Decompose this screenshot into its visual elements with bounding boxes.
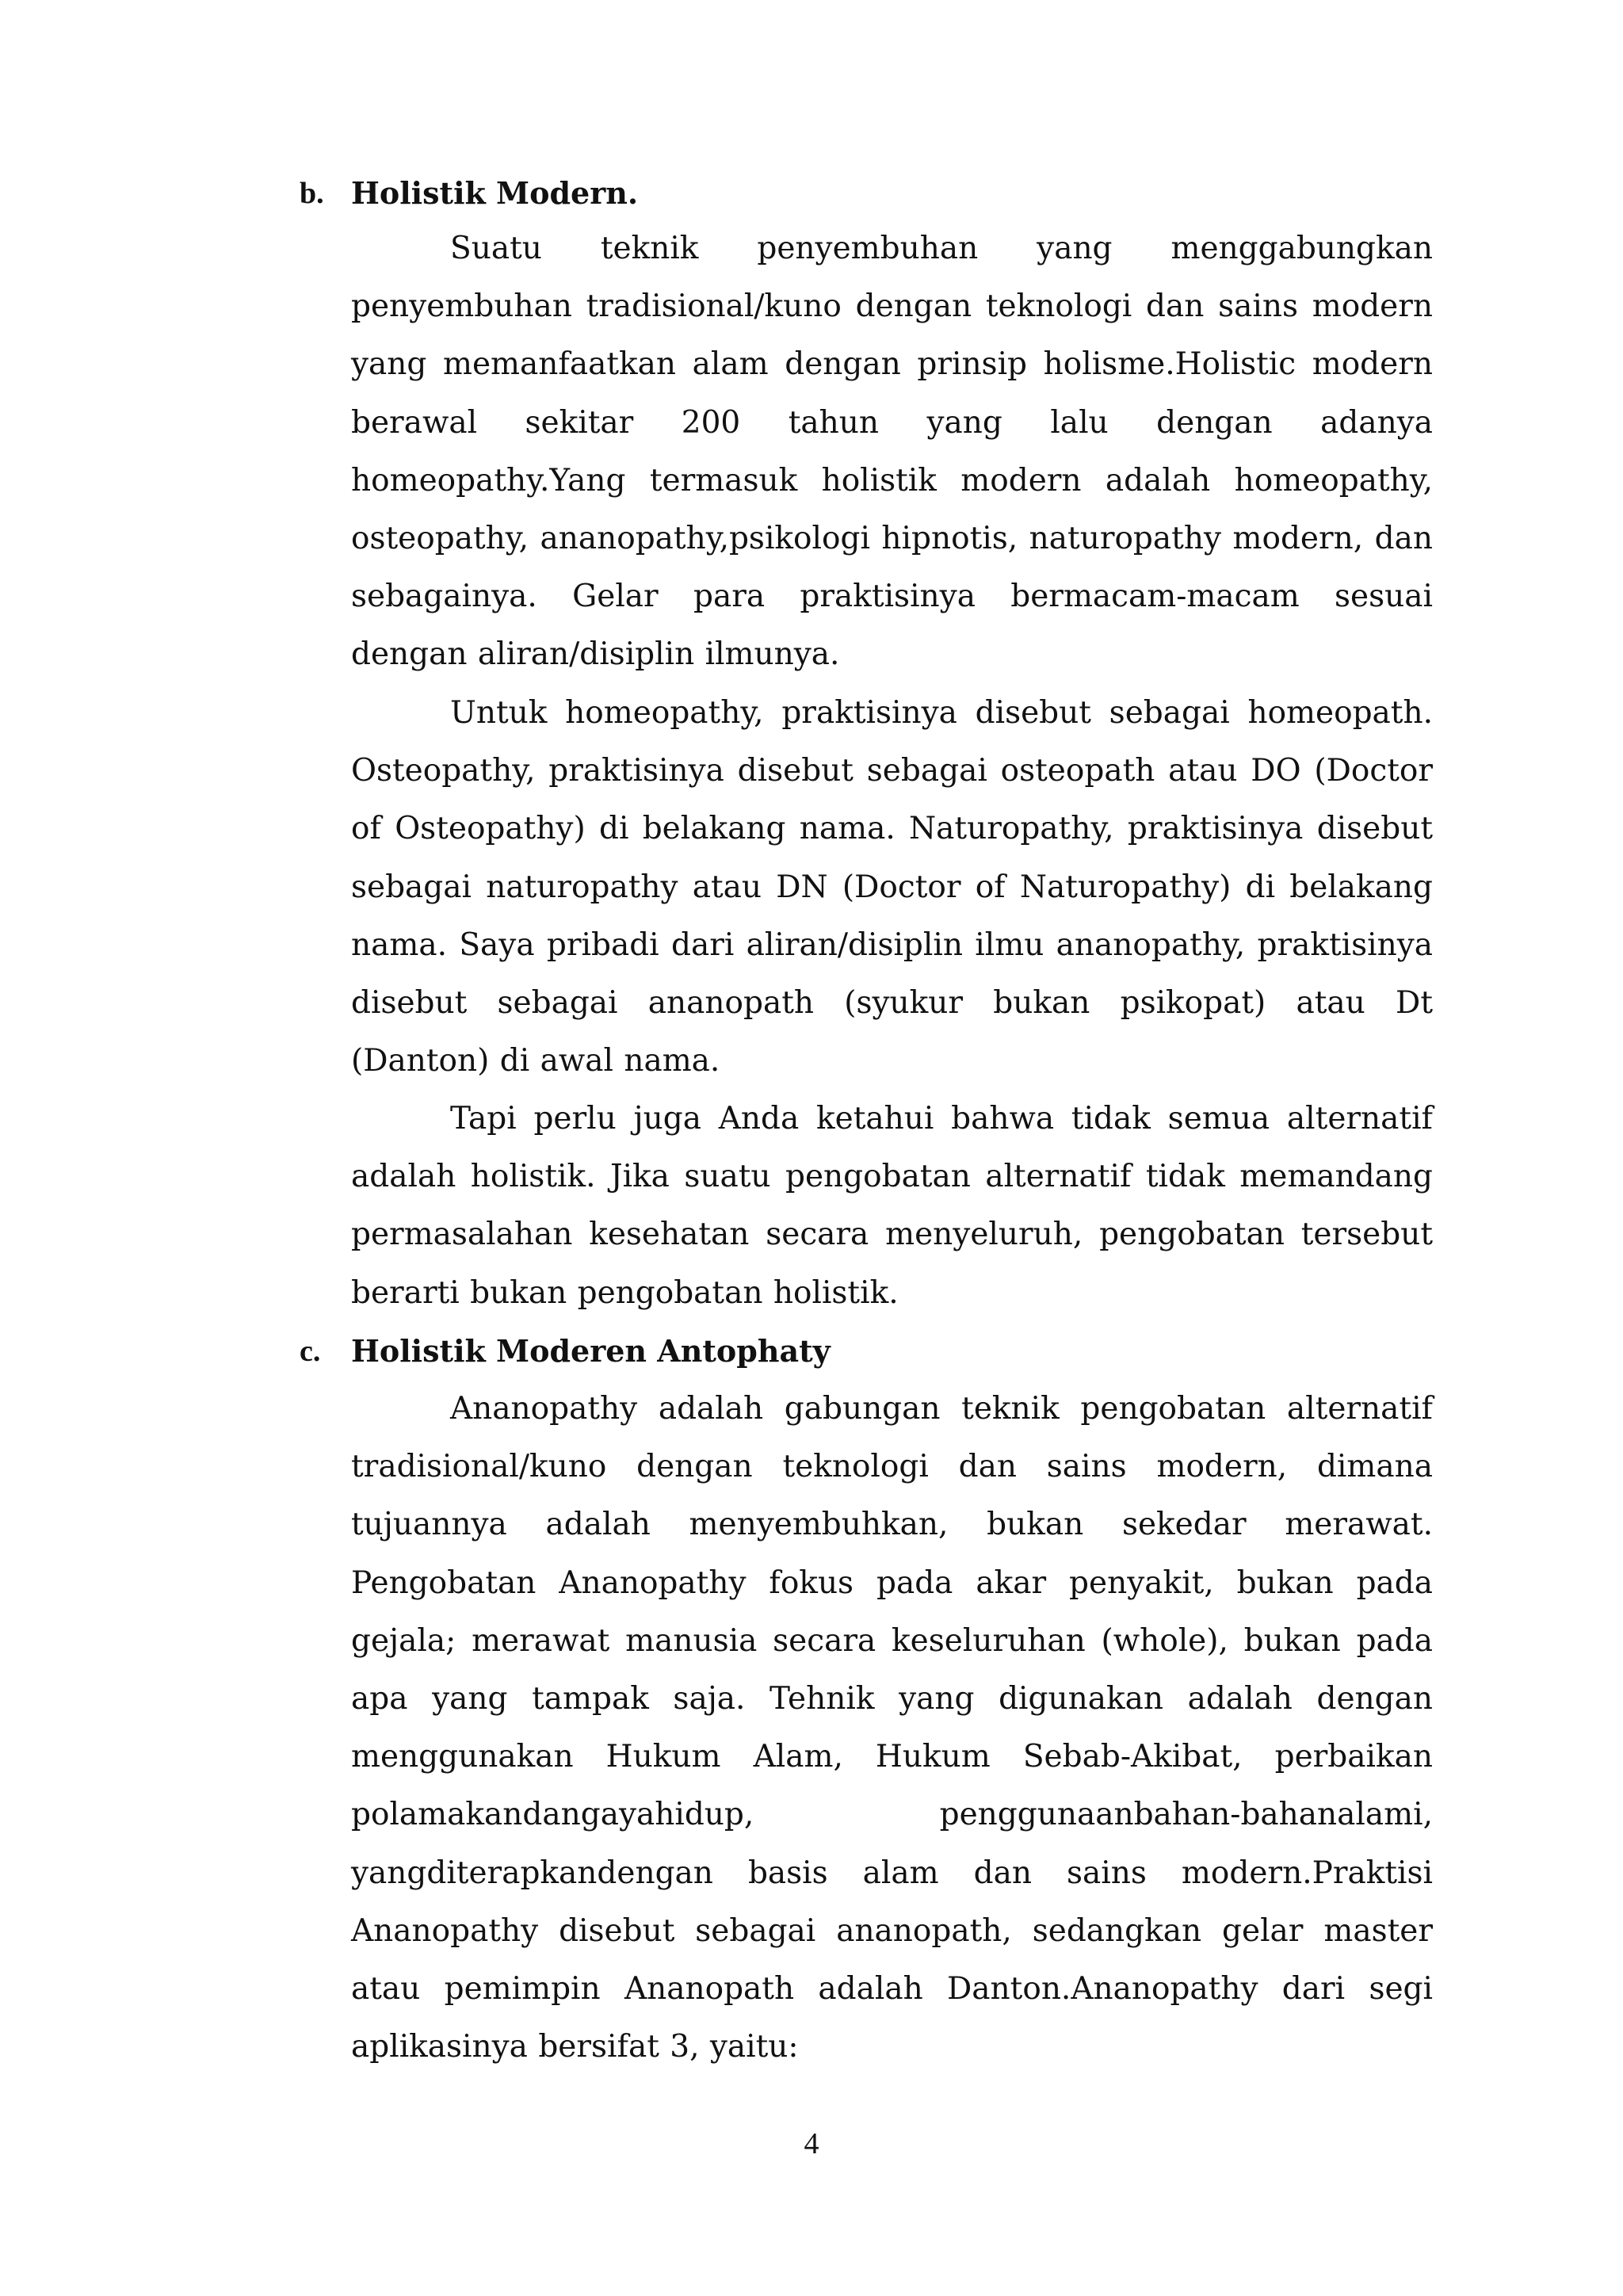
section-letter: b. [300, 177, 324, 210]
section-heading-c [300, 1322, 1433, 1381]
section-letter: c. [300, 1335, 321, 1368]
paragraph: Ananopathy adalah gabungan teknik pengobatan alternatif tradisional/kuno dengan teknologi dan sains modern, dimana tujuannya adalah menyembuhkan, bukan sekedar merawat. Pengobatan Ananopathy fokus pada akar penyakit, bukan pada gejala; merawat manusia secara keseluruhan (whole), bukan pada apa yang tampak saja. Tehnik yang digunakan adalah dengan menggunakan Hukum Alam, Hukum Sebab-Akibat, perbaikan polamakandangayahidup, penggunaanbahan-bahanalami, yangditerapkandengan basis alam dan sains modern.Praktisi Ananopathy disebut sebagai ananopath, sedangkan gelar master atau pemimpin Ananopath adalah Danton.Ananopathy dari segi aplikasinya bersifat 3, yaitu: [351, 1391, 1433, 2065]
page-number: 4 [804, 2127, 819, 2160]
section-title: Holistik Modern. [351, 175, 639, 211]
paragraph: Tapi perlu juga Anda ketahui bahwa tidak semua alternatif adalah holistik. Jika suatu pengobatan alternatif tidak memandang permasalahan kesehatan secara menyeluruh, pengobatan tersebut berarti bukan pengobatan holistik. [351, 1101, 1433, 1311]
paragraph: Untuk homeopathy, praktisinya disebut sebagai homeopath. Osteopathy, praktisinya disebut sebagai osteopath atau DO (Doctor of Osteopathy) di belakang nama. Naturopathy, praktisinya disebut sebagai naturopathy atau DN (Doctor of Naturopathy) di belakang nama. Saya pribadi dari aliran/disiplin ilmu ananopathy, praktisinya disebut sebagai ananopath (syukur bukan psikopat) atau Dt (Danton) di awal nama. [351, 695, 1433, 1079]
section-title: Holistik Moderen Antophaty [351, 1333, 831, 1369]
paragraph: Suatu teknik penyembuhan yang menggabungkan penyembuhan tradisional/kuno dengan teknologi dan sains modern yang memanfaatkan alam dengan prinsip holisme.Holistic modern berawal sekitar 200 tahun yang lalu dengan adanya homeopathy.Yang termasuk holistik modern adalah homeopathy, osteopathy, ananopathy,psikologi hipnotis, naturopathy modern, dan sebagainya. Gelar para praktisinya bermacam-macam sesuai dengan aliran/disiplin ilmunya. [351, 231, 1433, 673]
section-heading-b [300, 164, 1433, 223]
